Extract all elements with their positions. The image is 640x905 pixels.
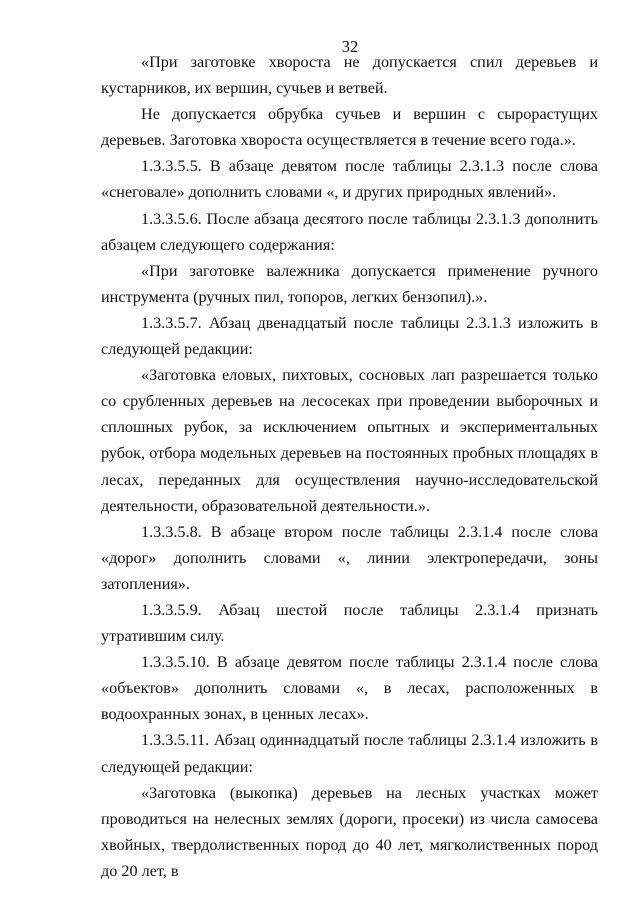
paragraph-10: 1.3.3.5.10. В абзаце девятом после таблицы 2.3.1.4 после слова «объектов» дополнить словами «, в лесах, расположенных в водоохранных зонах, в ценных лесах». [101, 653, 598, 724]
paragraph-7: «Заготовка еловых, пихтовых, сосновых лап разрешается только со срубленных деревьев на лесосеках при проведении выборочных и сплошных рубок, за исключением опытных и экспериментальных рубок, отбора модельных деревьев на постоянных пробных площадях в лесах, переданных для осуществления научно-исследовательской деятельности, образовательной деятельности.». [101, 366, 598, 515]
paragraph-1: «При заготовке хвороста не допускается спил деревьев и кустарников, их вершин, сучьев и ветвей. [101, 53, 598, 98]
paragraph-12: «Заготовка (выкопка) деревьев на лесных участках может проводиться на нелесных землях (дороги, просеки) из числа самосева хвойных, твердолиственных пород до 40 лет, мягколиственных пород до 20 лет, в [101, 783, 598, 880]
document-body [101, 49, 598, 884]
paragraph-9: 1.3.3.5.9. Абзац шестой после таблицы 2.3.1.4 признать утратившим силу. [101, 600, 598, 646]
paragraph-11: 1.3.3.5.11. Абзац одиннадцатый после таблицы 2.3.1.4 изложить в следующей редакции: [101, 731, 598, 776]
paragraph-8: 1.3.3.5.8. В абзаце втором после таблицы 2.3.1.4 после слова «дорог» дополнить словами «, линии электропередачи, зоны затопления». [101, 522, 598, 593]
paragraph-6: 1.3.3.5.7. Абзац двенадцатый после таблицы 2.3.1.3 изложить в следующей редакции: [101, 313, 598, 359]
paragraph-2: Не допускается обрубка сучьев и вершин с сырорастущих деревьев. Заготовка хвороста осуществляется в течение всего года.». [101, 105, 598, 150]
page-number: 32 [341, 37, 359, 56]
paragraph-4: 1.3.3.5.6. После абзаца десятого после таблицы 2.3.1.3 дополнить абзацем следующего содержания: [101, 209, 598, 254]
paragraph-5: «При заготовке валежника допускается применение ручного инструмента (ручных пил, топоров, легких бензопил).». [101, 261, 598, 306]
paragraph-3: 1.3.3.5.5. В абзаце девятом после таблицы 2.3.1.3 после слова «снеговале» дополнить словами «, и других природных явлений». [101, 157, 598, 202]
